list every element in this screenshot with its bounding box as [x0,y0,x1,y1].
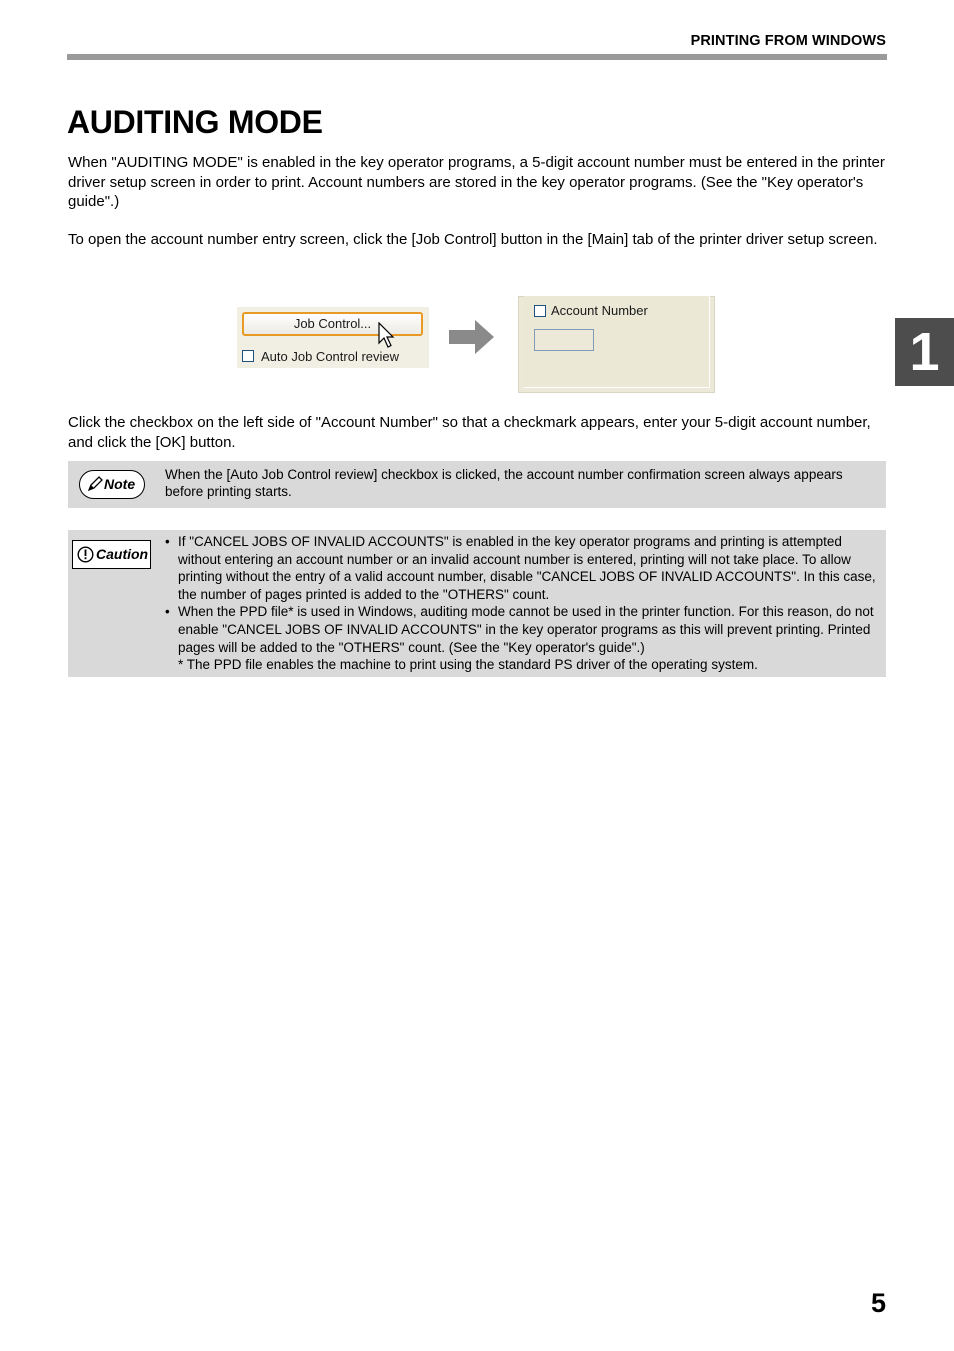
caution-badge-label: Caution [96,546,149,562]
list-item [165,603,877,656]
mouse-cursor-icon [377,322,395,350]
caution-item-text: If "CANCEL JOBS OF INVALID ACCOUNTS" is enabled in the key operator programs and printing is attempted without entering an account number or an invalid account number is entered, printing will not take place. To allow printing without the entry of a valid account number, disable "CANCEL JOBS OF INVALID ACCOUNTS". In this case, the number of pages printed is added to the "OTHERS" count. [178,534,876,602]
header-section-title: PRINTING FROM WINDOWS [690,33,886,49]
account-number-input[interactable] [534,329,594,351]
job-control-button[interactable]: Job Control... [242,312,423,336]
page-number: 5 [870,1288,886,1318]
right-arrow-icon [449,318,495,356]
note-badge [79,470,145,499]
note-badge-label: Note [104,476,136,492]
header-rule [67,54,887,60]
intro-paragraph: When "AUDITING MODE" is enabled in the key operator programs, a 5-digit account number must be entered in the printer driver setup screen in order to print. Account numbers are stored in the key operator programs. (See the "Key operator's guide".) [68,154,885,211]
page-heading: AUDITING MODE [67,104,323,140]
caution-footnote: * The PPD file enables the machine to print using the standard PS driver of the operating system. [178,657,758,673]
open-instructions-paragraph: To open the account number entry screen, click the [Job Control] button in the [Main] tab of the printer driver setup screen. [68,231,878,248]
account-number-label: Account Number [551,303,648,318]
caution-list [165,533,877,674]
checkbox-instructions-paragraph: Click the checkbox on the left side of "Account Number" so that a checkmark appears, enter your 5-digit account number, and click the [OK] button. [68,414,871,451]
list-item [165,533,877,603]
note-text: When the [Auto Job Control review] checkbox is clicked, the account number confirmation screen always appears before printing starts. [165,467,843,499]
bullet: • [165,534,170,549]
caution-item-text: When the PPD file* is used in Windows, auditing mode cannot be used in the printer function. For this reason, do not enable "CANCEL JOBS OF INVALID ACCOUNTS" in the key operator programs as this will prevent printing. Printed pages will be added to the "OTHERS" count. (See the "Key operator's guide".) [178,604,874,655]
auto-job-control-review-label: Auto Job Control review [261,349,400,364]
exclamation-icon [77,546,94,563]
chapter-tab: 1 [895,318,954,386]
pencil-icon [87,476,105,492]
account-number-checkbox[interactable] [534,305,546,317]
caution-badge [72,540,151,569]
bullet: • [165,604,170,620]
auto-job-control-review-checkbox[interactable] [242,350,254,362]
